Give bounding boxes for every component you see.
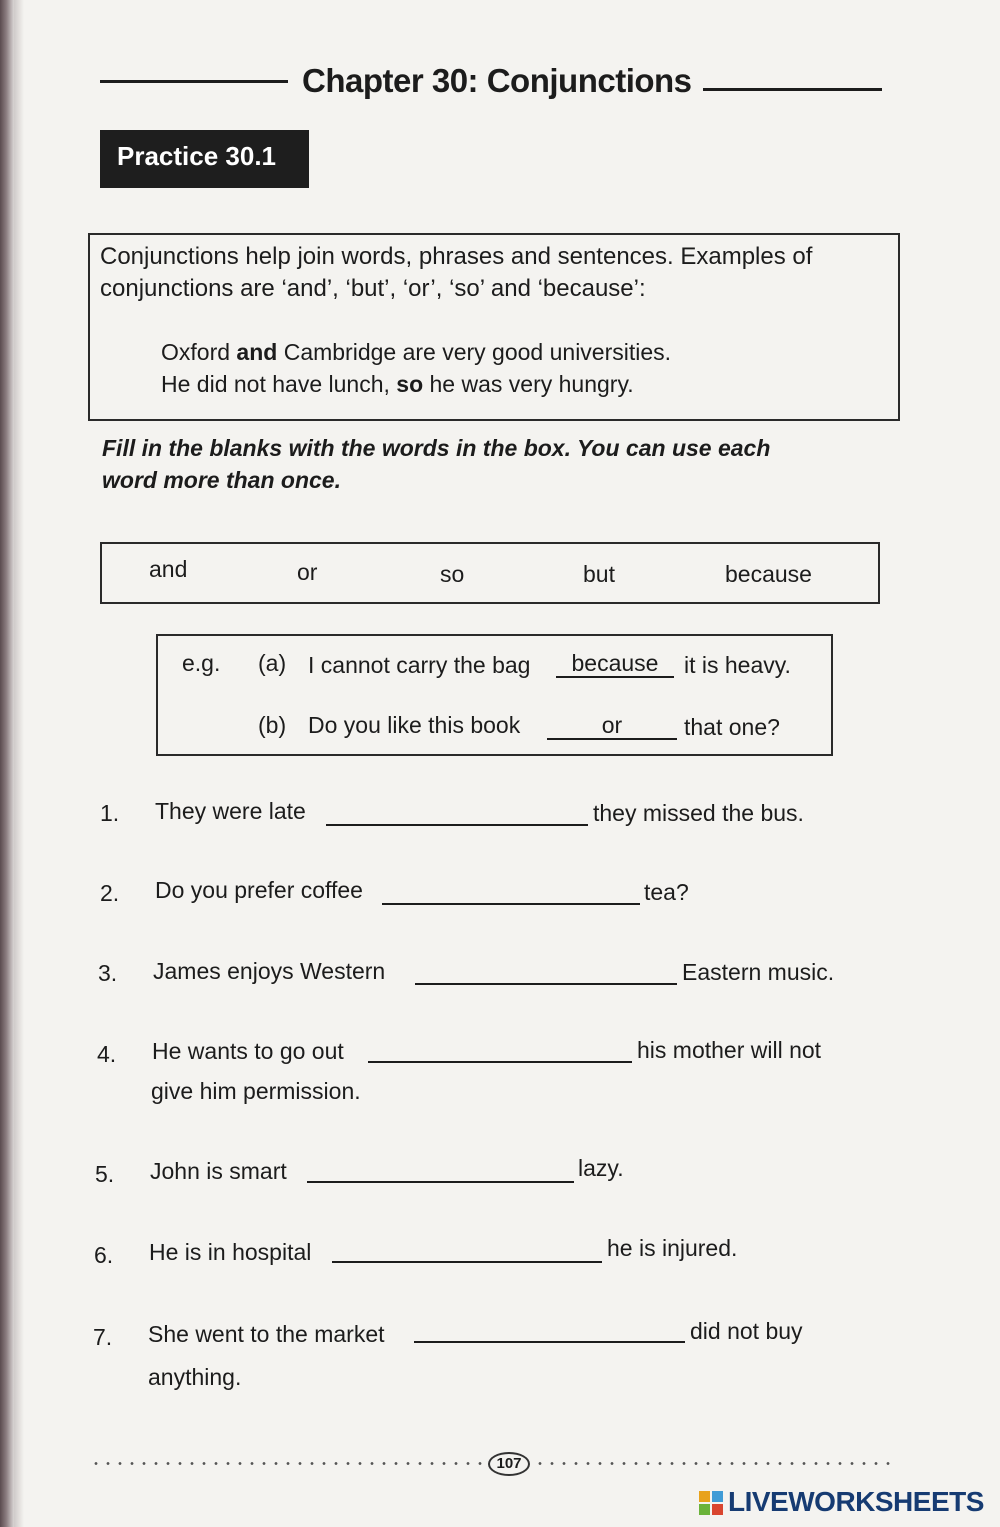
- example-text: Cambridge are very good universities.: [277, 339, 672, 365]
- info-intro-line1: Conjunctions help join words, phrases and sentences. Examples of: [100, 243, 813, 270]
- footer-dotted-rule-right: [534, 1462, 892, 1465]
- question-text-after: tea?: [644, 879, 689, 905]
- example-b-after: that one?: [684, 714, 780, 740]
- answer-blank[interactable]: [368, 1061, 632, 1063]
- question-number: 1.: [100, 800, 120, 826]
- question-number: 5.: [95, 1161, 115, 1187]
- question-text-after: they missed the bus.: [593, 800, 804, 826]
- question-text: They were late: [155, 798, 306, 824]
- word-or: or: [297, 559, 318, 585]
- question-text-after: lazy.: [578, 1155, 624, 1181]
- info-example-1: [161, 339, 671, 366]
- example-a-label: (a): [258, 650, 287, 676]
- question-number: 3.: [98, 960, 118, 986]
- answer-blank[interactable]: [326, 824, 588, 826]
- question-number: 7.: [93, 1324, 113, 1350]
- answer-blank[interactable]: [332, 1261, 602, 1263]
- word-and: and: [149, 556, 188, 582]
- question-text-after: Eastern music.: [682, 959, 835, 985]
- question-text-after: his mother will not: [637, 1037, 822, 1063]
- instructions-line2: word more than once.: [102, 467, 341, 493]
- example-a-after: it is heavy.: [684, 652, 791, 678]
- liveworksheets-logo-icon: [698, 1490, 724, 1516]
- answer-blank[interactable]: [415, 983, 677, 985]
- instructions: [102, 432, 862, 496]
- question-number: 6.: [94, 1242, 114, 1268]
- word-so: so: [440, 561, 465, 587]
- example-a-answer: [556, 650, 674, 678]
- info-example-2: [161, 371, 634, 398]
- info-box: [88, 233, 900, 421]
- info-intro-line2: conjunctions are ‘and’, ‘but’, ‘or’, ‘so’ and ‘because’:: [100, 275, 646, 302]
- page-edge: [14, 0, 24, 1527]
- watermark-text: LIVEWORKSHEETS: [728, 1486, 984, 1517]
- example-b-text: Do you like this book: [308, 712, 521, 738]
- question-text: John is smart: [150, 1158, 287, 1184]
- word-because: because: [725, 561, 812, 587]
- instructions-line1: Fill in the blanks with the words in the box. You can use each: [102, 435, 771, 461]
- question-number: 4.: [97, 1041, 117, 1067]
- example-box: [156, 634, 833, 756]
- example-bold-conjunction: and: [236, 339, 278, 365]
- page-number: 107: [488, 1452, 530, 1476]
- answer-blank[interactable]: [382, 903, 640, 905]
- practice-badge: Practice 30.1: [100, 130, 309, 188]
- info-intro: [100, 241, 880, 305]
- example-a-text: I cannot carry the bag: [308, 652, 531, 678]
- question-text-continued: anything.: [148, 1364, 242, 1390]
- example-text: Oxford: [161, 339, 237, 365]
- footer-dotted-rule-left: [90, 1462, 486, 1465]
- question-text: She went to the market: [148, 1321, 385, 1347]
- example-text: he was very hungry.: [423, 371, 634, 397]
- chapter-header: [100, 62, 882, 106]
- question-text-after: he is injured.: [607, 1235, 738, 1261]
- example-bold-conjunction: so: [396, 371, 424, 397]
- question-text-continued: give him permission.: [151, 1078, 361, 1104]
- word-but: but: [583, 561, 615, 587]
- question-text: He wants to go out: [152, 1038, 344, 1064]
- title-rule-left: [100, 80, 288, 83]
- example-b-answer-text: or: [547, 712, 677, 740]
- book-spine-shadow: [0, 0, 14, 1527]
- word-box: [100, 542, 880, 604]
- question-text: Do you prefer coffee: [155, 877, 363, 903]
- eg-label: e.g.: [182, 650, 221, 676]
- example-b-answer: [547, 712, 677, 740]
- example-a-answer-text: because: [556, 650, 674, 678]
- chapter-title: Chapter 30: Conjunctions: [302, 62, 692, 99]
- question-number: 2.: [100, 880, 120, 906]
- example-text: He did not have lunch,: [161, 371, 397, 397]
- answer-blank[interactable]: [307, 1181, 574, 1183]
- answer-blank[interactable]: [414, 1341, 685, 1343]
- title-rule-right: [703, 88, 882, 91]
- example-b-label: (b): [258, 712, 287, 738]
- question-text-after: did not buy: [690, 1318, 803, 1344]
- question-text: James enjoys Western: [153, 958, 386, 984]
- question-text: He is in hospital: [149, 1239, 312, 1265]
